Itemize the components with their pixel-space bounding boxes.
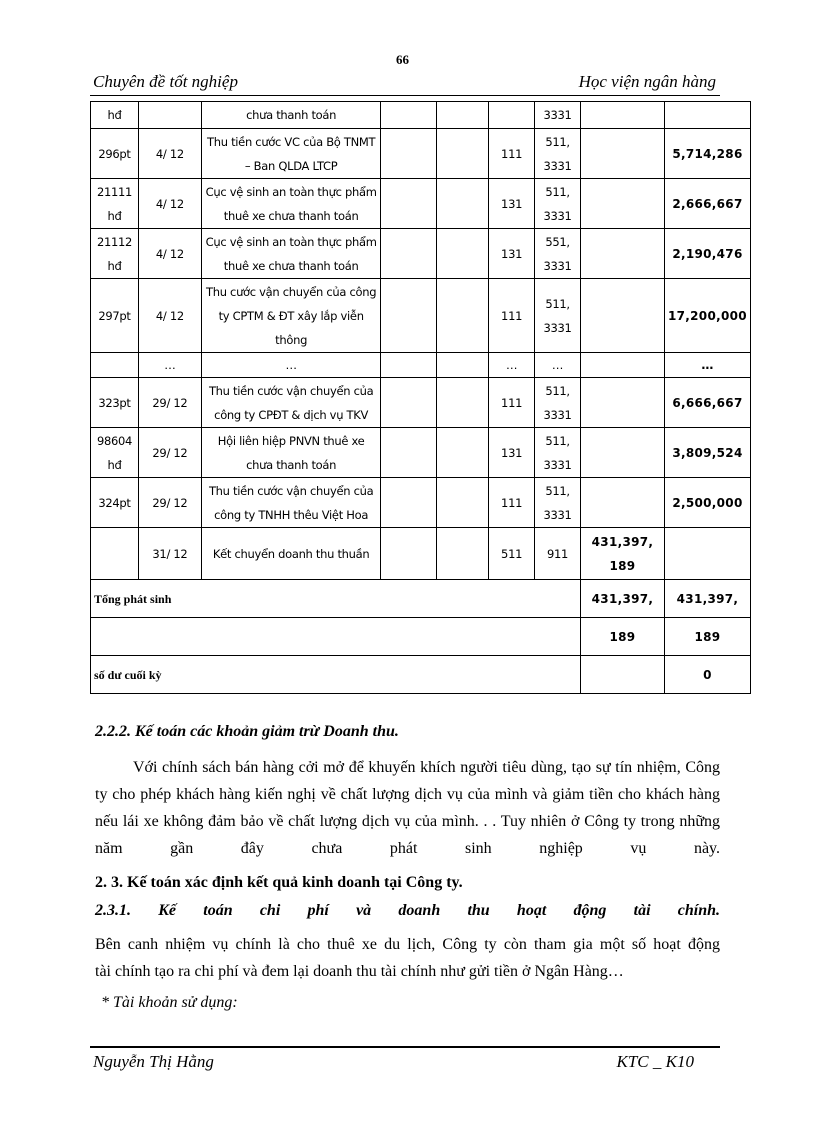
paragraph-line: Bên canh nhiệm vụ chính là cho thuê xe du lịch, Công ty còn tham gia một số hoạt động <box>95 936 720 953</box>
section-title-2-2-2: 2.2.2. Kế toán các khoản giảm trừ Doanh thu. <box>95 723 399 740</box>
table-row <box>91 528 751 580</box>
row-contra-account: 3331 <box>535 102 581 129</box>
closing-label: số dư cuối kỳ <box>91 656 581 694</box>
row-date: … <box>138 353 201 378</box>
row-credit-amount: 17,200,000 <box>664 279 750 353</box>
header-title-right: Học viện ngân hàng <box>578 72 716 91</box>
total-debit: 431,397, <box>581 580 665 618</box>
closing-balance-row <box>91 656 751 694</box>
row-debit-amount <box>581 129 665 179</box>
row-blank-col <box>437 428 489 478</box>
row-debit-amount <box>581 279 665 353</box>
table-row <box>91 179 751 229</box>
row-credit-amount <box>664 102 750 129</box>
table-row <box>91 129 751 179</box>
closing-debit <box>581 656 665 694</box>
paragraph-revenue-deductions: Với chính sách bán hàng cởi mở để khuyến khích người tiêu dùng, tạo sự tín nhiệm, Công ty cho phép khách hàng kiến nghị về chất lượng dịch vụ của mình và giảm tiền cho khách hàng nếu lái xe không đảm bảo về chất lượng dịch vụ của mình. . . Tuy nhiên ở Công ty trong những năm gần đây chưa phát sinh nghiệp vụ này. <box>95 759 720 857</box>
total-row-continued <box>91 618 751 656</box>
row-description: Thu tiền cước VC của Bộ TNMT – Ban QLDA LTCP <box>201 129 381 179</box>
table-row <box>91 229 751 279</box>
row-document-no: hđ <box>91 102 139 129</box>
row-blank-col <box>381 528 437 580</box>
row-description: chưa thanh toán <box>201 102 381 129</box>
row-account: 131 <box>489 428 535 478</box>
row-blank-col <box>381 378 437 428</box>
row-date: 29/ 12 <box>138 378 201 428</box>
row-credit-amount: 2,666,667 <box>664 179 750 229</box>
page-number: 66 <box>396 52 409 67</box>
row-document-no: 297pt <box>91 279 139 353</box>
row-contra-account: 511, 3331 <box>535 279 581 353</box>
row-date: 4/ 12 <box>138 179 201 229</box>
row-blank-col <box>381 353 437 378</box>
row-description: Thu tiền cước vận chuyển của công ty TNHH thêu Việt Hoa <box>201 478 381 528</box>
row-blank-col <box>381 229 437 279</box>
row-debit-amount <box>581 102 665 129</box>
closing-value: 0 <box>664 656 750 694</box>
row-credit-amount: … <box>664 353 750 378</box>
total-row <box>91 580 751 618</box>
row-blank-col <box>381 179 437 229</box>
row-description: Kết chuyển doanh thu thuần <box>201 528 381 580</box>
row-contra-account: … <box>535 353 581 378</box>
row-blank-col <box>381 129 437 179</box>
paragraph-line: tài chính tạo ra chi phí và đem lại doanh thu tài chính như gửi tiền ở Ngân Hàng… <box>95 963 624 980</box>
row-blank-col <box>437 478 489 528</box>
row-date: 29/ 12 <box>138 428 201 478</box>
row-document-no <box>91 353 139 378</box>
row-document-no: 296pt <box>91 129 139 179</box>
row-description: Thu cước vận chuyển của công ty CPTM & ĐT xây lắp viễn thông <box>201 279 381 353</box>
table-row <box>91 378 751 428</box>
row-contra-account: 511, 3331 <box>535 428 581 478</box>
row-contra-account: 511, 3331 <box>535 179 581 229</box>
row-blank-col <box>437 279 489 353</box>
row-contra-account: 551, 3331 <box>535 229 581 279</box>
row-blank-col <box>381 102 437 129</box>
row-description: … <box>201 353 381 378</box>
row-date: 4/ 12 <box>138 129 201 179</box>
row-account: 111 <box>489 129 535 179</box>
row-description: Hội liên hiệp PNVN thuê xe chưa thanh toán <box>201 428 381 478</box>
row-account: 111 <box>489 378 535 428</box>
row-date <box>138 102 201 129</box>
table-row <box>91 102 751 129</box>
row-credit-amount: 3,809,524 <box>664 428 750 478</box>
row-credit-amount: 2,500,000 <box>664 478 750 528</box>
row-debit-amount <box>581 428 665 478</box>
row-account: … <box>489 353 535 378</box>
row-date: 31/ 12 <box>138 528 201 580</box>
row-document-no: 21112 hđ <box>91 229 139 279</box>
row-account: 111 <box>489 478 535 528</box>
row-document-no: 324pt <box>91 478 139 528</box>
row-blank-col <box>437 102 489 129</box>
row-contra-account: 511, 3331 <box>535 378 581 428</box>
row-blank-col <box>437 528 489 580</box>
row-contra-account: 511, 3331 <box>535 129 581 179</box>
row-debit-amount <box>581 179 665 229</box>
row-description: Thu tiền cước vận chuyển của công ty CPĐT & dịch vụ TKV <box>201 378 381 428</box>
row-credit-amount: 5,714,286 <box>664 129 750 179</box>
row-credit-amount <box>664 528 750 580</box>
row-date: 4/ 12 <box>138 229 201 279</box>
row-account: 131 <box>489 179 535 229</box>
row-date: 29/ 12 <box>138 478 201 528</box>
row-contra-account: 911 <box>535 528 581 580</box>
row-description: Cục vệ sinh an toàn thực phẩm thuê xe chưa thanh toán <box>201 179 381 229</box>
footer-class-code: KTC _ K10 <box>616 1052 694 1071</box>
row-debit-amount <box>581 353 665 378</box>
row-blank-col <box>381 478 437 528</box>
table-row <box>91 428 751 478</box>
row-account: 511 <box>489 528 535 580</box>
total-debit-cont: 189 <box>581 618 665 656</box>
row-account <box>489 102 535 129</box>
row-blank-col <box>437 378 489 428</box>
header-divider <box>90 95 720 96</box>
table-row <box>91 279 751 353</box>
section-title-2-3-1: 2.3.1. Kế toán chi phí và doanh thu hoạt động tài chính. <box>95 902 720 919</box>
total-blank <box>91 618 581 656</box>
row-account: 111 <box>489 279 535 353</box>
row-debit-amount <box>581 229 665 279</box>
row-blank-col <box>381 428 437 478</box>
account-used-label: * Tài khoản sử dụng: <box>101 994 238 1011</box>
row-document-no: 21111 hđ <box>91 179 139 229</box>
row-credit-amount: 2,190,476 <box>664 229 750 279</box>
row-description: Cục vệ sinh an toàn thực phẩm thuê xe chưa thanh toán <box>201 229 381 279</box>
row-credit-amount: 6,666,667 <box>664 378 750 428</box>
total-label: Tổng phát sinh <box>91 580 581 618</box>
row-blank-col <box>437 129 489 179</box>
row-blank-col <box>437 353 489 378</box>
row-document-no: 323pt <box>91 378 139 428</box>
revenue-ledger-table <box>90 101 751 694</box>
row-blank-col <box>437 229 489 279</box>
total-credit-cont: 189 <box>664 618 750 656</box>
row-contra-account: 511, 3331 <box>535 478 581 528</box>
header-title-left: Chuyên đề tốt nghiệp <box>93 72 238 91</box>
row-document-no: 98604 hđ <box>91 428 139 478</box>
footer-author: Nguyễn Thị Hằng <box>93 1052 214 1071</box>
footer-divider <box>90 1046 720 1048</box>
row-document-no <box>91 528 139 580</box>
section-title-2-3: 2. 3. Kế toán xác định kết quả kinh doanh tại Công ty. <box>95 874 463 891</box>
row-account: 131 <box>489 229 535 279</box>
row-blank-col <box>437 179 489 229</box>
row-debit-amount <box>581 478 665 528</box>
row-debit-amount: 431,397, 189 <box>581 528 665 580</box>
row-date: 4/ 12 <box>138 279 201 353</box>
row-blank-col <box>381 279 437 353</box>
row-debit-amount <box>581 378 665 428</box>
table-row <box>91 353 751 378</box>
table-row <box>91 478 751 528</box>
paragraph-financial-activities <box>95 931 720 985</box>
total-credit: 431,397, <box>664 580 750 618</box>
